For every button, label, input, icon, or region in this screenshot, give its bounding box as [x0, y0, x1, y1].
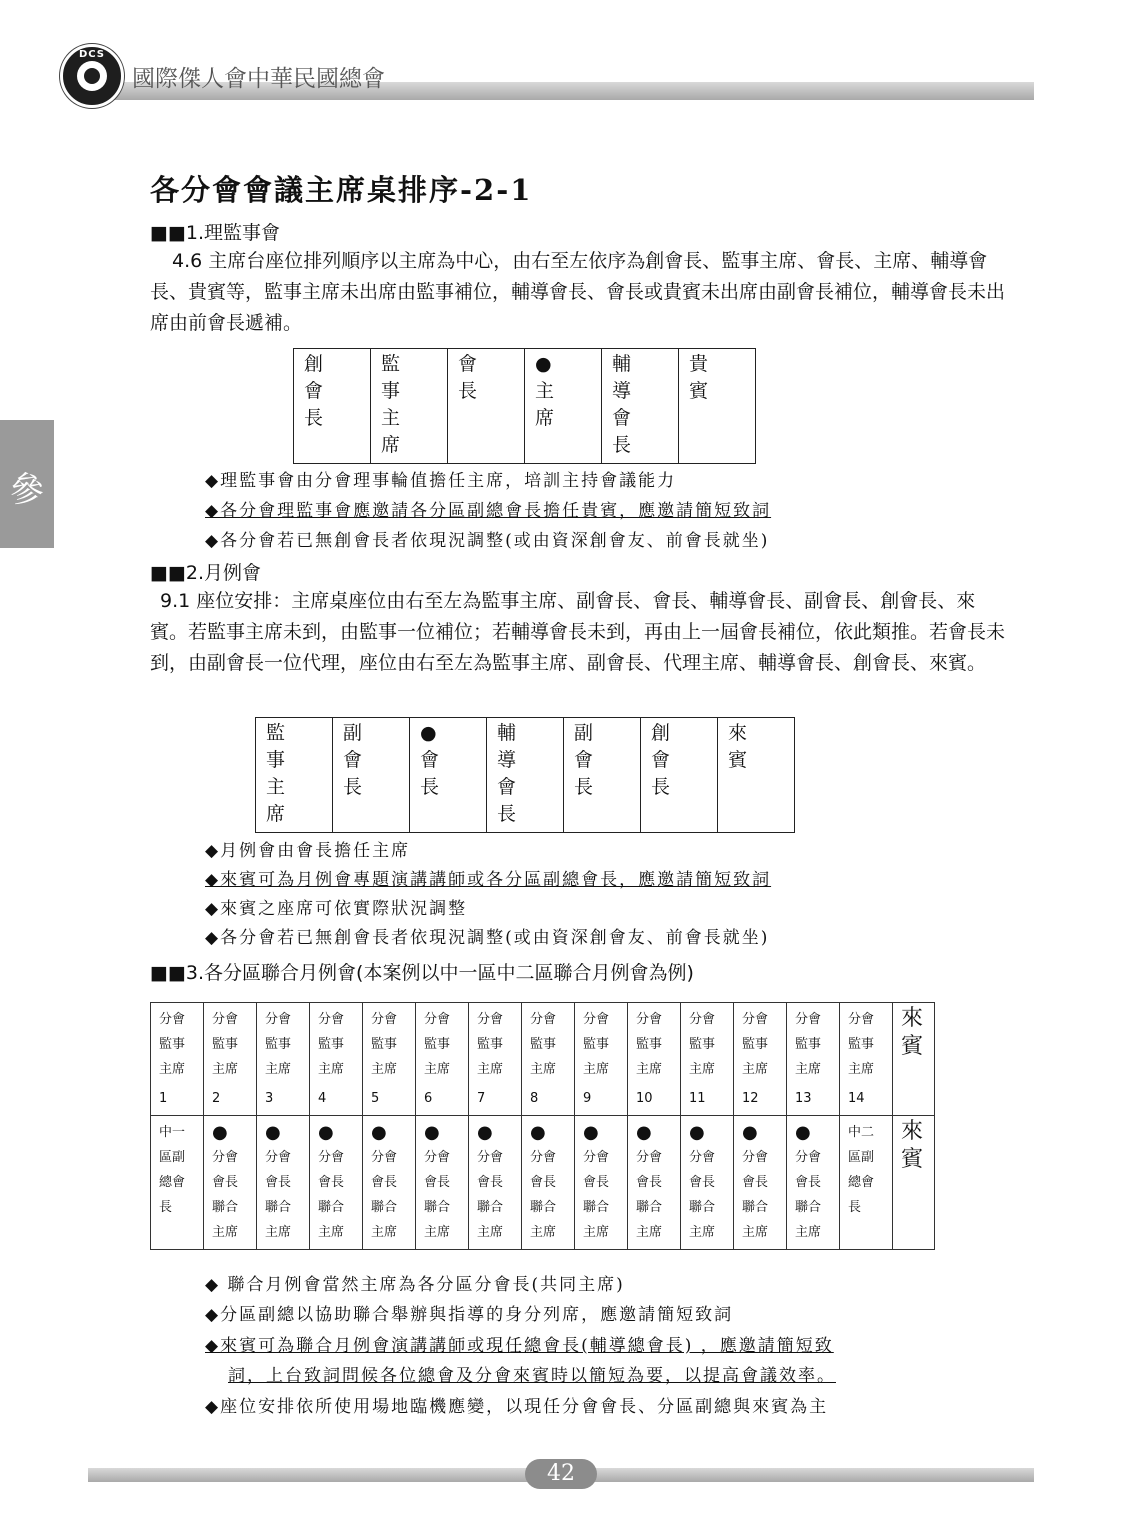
- seat-text: ●: [371, 1122, 387, 1143]
- seat-cell: [787, 1003, 840, 1116]
- page-number: 42: [525, 1459, 597, 1489]
- seat-text: ●: [636, 1122, 652, 1143]
- seat-text: 會: [651, 749, 671, 771]
- seat-text: 主席: [265, 1062, 292, 1077]
- seat-cell: [787, 1116, 840, 1250]
- seat-number: 4: [318, 1091, 327, 1106]
- seat-text: 創: [304, 353, 324, 375]
- seat-text: 聯合: [477, 1200, 504, 1215]
- seat-text: ●: [795, 1122, 811, 1143]
- section-3-heading: ■■3.各分區聯合月例會(本案例以中一區中二區聯合月例會為例): [150, 962, 694, 984]
- seat-text: 監事: [583, 1037, 610, 1052]
- section-1-bullet: ◆各分會若已無創會長者依現況調整(或由資深創會友、前會長就坐): [205, 531, 770, 551]
- seat-text: 監事: [424, 1037, 451, 1052]
- seat-text: 監事: [159, 1037, 186, 1052]
- seat-text: 主席: [424, 1062, 451, 1077]
- seat-text: 監事: [265, 1037, 292, 1052]
- seat-text: 長: [343, 776, 363, 798]
- seat-cell: [734, 1003, 787, 1116]
- seat-number: 5: [371, 1091, 380, 1106]
- seat-text: 主席: [583, 1062, 610, 1077]
- section-3-bullet: ◆來賓可為聯合月例會演講講師或現任總會長(輔導總會長) ，應邀請簡短致: [205, 1336, 834, 1356]
- section-1-heading: ■■1.理監事會: [150, 222, 281, 244]
- seat-text: 來: [728, 722, 748, 744]
- seat-text: 長: [574, 776, 594, 798]
- section-2-heading: ■■2.月例會: [150, 562, 262, 584]
- seat-text: 聯合: [318, 1200, 345, 1215]
- seat-cell: [294, 349, 371, 464]
- seat-text: 主席: [636, 1225, 663, 1240]
- seat-text: 主席: [424, 1225, 451, 1240]
- seat-text: 主席: [371, 1225, 398, 1240]
- seat-cell: [151, 1003, 204, 1116]
- seat-text: 賓: [728, 749, 748, 771]
- seat-text: 賓: [901, 1034, 924, 1059]
- seat-text: 長: [497, 803, 517, 825]
- seat-cell: [681, 1003, 734, 1116]
- seat-text: 主席: [265, 1225, 292, 1240]
- seat-cell: [256, 718, 333, 833]
- seat-text: 分會: [424, 1012, 451, 1027]
- page-title: 各分會會議主席桌排序-2-1: [150, 173, 533, 207]
- seat-cell: [310, 1003, 363, 1116]
- section-3-seating-table: [150, 1002, 935, 1250]
- seat-text: 監事: [795, 1037, 822, 1052]
- seat-cell: [641, 718, 718, 833]
- section-1-paragraph: 4.6 主席台座位排列順序以主席為中心，由右至左依序為創會長、監事主席、會長、主席、輔導會長、貴賓等，監事主席未出席由監事補位，輔導會長、會長或貴賓未出席由副會長補位，輔導會長未出席由前會長遞補。: [150, 250, 1006, 334]
- seat-text: 事: [266, 749, 286, 771]
- seat-cell: [575, 1116, 628, 1250]
- seat-text: 監事: [477, 1037, 504, 1052]
- seat-cell: [410, 718, 487, 833]
- seat-text: 主席: [318, 1225, 345, 1240]
- seat-text: 聯合: [583, 1200, 610, 1215]
- seat-text: 會長: [583, 1175, 610, 1190]
- seat-cell: [718, 718, 795, 833]
- seat-text: 會長: [795, 1175, 822, 1190]
- seat-text: 監: [381, 353, 401, 375]
- seat-text: 主席: [530, 1062, 557, 1077]
- seat-cell: [840, 1116, 893, 1250]
- seat-text: 分會: [795, 1012, 822, 1027]
- seat-text: 監: [266, 722, 286, 744]
- seat-text: 賓: [901, 1147, 924, 1172]
- seat-text: 長: [458, 380, 478, 402]
- seat-text: 聯合: [689, 1200, 716, 1215]
- section-2-bullet: ◆來賓之座席可依實際狀況調整: [205, 899, 468, 919]
- seat-cell: [525, 349, 602, 464]
- seat-text: 聯合: [371, 1200, 398, 1215]
- seat-number: 1: [159, 1091, 168, 1106]
- seat-text: 主席: [159, 1062, 186, 1077]
- seat-cell: [448, 349, 525, 464]
- seat-text: 會: [343, 749, 363, 771]
- seat-text: 聯合: [265, 1200, 292, 1215]
- seat-text: ●: [420, 722, 437, 744]
- seat-text: 區副: [159, 1150, 186, 1165]
- seat-text: 分會: [265, 1150, 292, 1165]
- seat-cell: [893, 1003, 935, 1116]
- seat-text: 分會: [212, 1150, 239, 1165]
- seat-text: 長: [304, 407, 324, 429]
- org-title: 國際傑人會中華民國總會: [132, 66, 385, 92]
- section-2-bullet: ◆來賓可為月例會專題演講講師或各分區副總會長，應邀請簡短致詞: [205, 870, 772, 890]
- seat-text: 主: [535, 380, 555, 402]
- side-tab: [0, 420, 54, 548]
- seat-text: 監事: [742, 1037, 769, 1052]
- seat-text: 席: [381, 434, 401, 456]
- seat-cell: [257, 1116, 310, 1250]
- seat-text: 會長: [212, 1175, 239, 1190]
- seat-cell: [734, 1116, 787, 1250]
- seat-text: 主席: [212, 1062, 239, 1077]
- seat-text: ●: [265, 1122, 281, 1143]
- seat-text: 分會: [583, 1012, 610, 1027]
- seat-text: 導: [612, 380, 632, 402]
- seat-cell: [522, 1116, 575, 1250]
- seat-cell: [257, 1003, 310, 1116]
- seat-text: 總會: [159, 1175, 186, 1190]
- seat-cell: [469, 1003, 522, 1116]
- seat-text: 分會: [795, 1150, 822, 1165]
- seat-text: ●: [477, 1122, 493, 1143]
- seat-cell: [840, 1003, 893, 1116]
- seat-text: ●: [212, 1122, 228, 1143]
- seat-text: 主席: [742, 1062, 769, 1077]
- section-2-bullet: ◆月例會由會長擔任主席: [205, 841, 411, 861]
- seat-cell: [681, 1116, 734, 1250]
- section-1-seating-table: [293, 348, 756, 464]
- seat-text: 主: [266, 776, 286, 798]
- logo-text: DCS: [78, 49, 106, 60]
- seat-text: ●: [535, 353, 552, 375]
- seat-text: 監事: [689, 1037, 716, 1052]
- seat-number: 2: [212, 1091, 221, 1106]
- seat-text: ●: [583, 1122, 599, 1143]
- seat-text: 分會: [318, 1150, 345, 1165]
- seat-text: 分會: [477, 1150, 504, 1165]
- seat-text: 聯合: [636, 1200, 663, 1215]
- section-1-bullet: ◆各分會理監事會應邀請各分區副總會長擔任貴賓，應邀請簡短致詞: [205, 501, 772, 521]
- section-1-bullet: ◆理監事會由分會理事輪值擔任主席，培訓主持會議能力: [205, 471, 677, 491]
- seat-number: 12: [742, 1091, 759, 1106]
- seat-text: 分會: [742, 1150, 769, 1165]
- seat-text: 分會: [530, 1150, 557, 1165]
- seat-text: 總會: [848, 1175, 875, 1190]
- seat-text: 中一: [159, 1125, 186, 1140]
- seat-text: 會長: [424, 1175, 451, 1190]
- seat-text: 分會: [371, 1150, 398, 1165]
- seat-text: 長: [651, 776, 671, 798]
- section-3-bullet: 詞，上台致詞問候各位總會及分會來賓時以簡短為要，以提高會議效率。: [228, 1366, 836, 1386]
- seat-cell: [469, 1116, 522, 1250]
- seat-cell: [893, 1116, 935, 1250]
- seat-cell: [575, 1003, 628, 1116]
- seat-text: 中二: [848, 1125, 875, 1140]
- seat-text: 長: [420, 776, 440, 798]
- seat-text: 長: [612, 434, 632, 456]
- seat-text: 會長: [689, 1175, 716, 1190]
- seat-text: 會: [420, 749, 440, 771]
- seat-text: 輔: [497, 722, 517, 744]
- side-tab-label: 參: [10, 470, 44, 510]
- seat-text: 會長: [371, 1175, 398, 1190]
- section-2-bullet: ◆各分會若已無創會長者依現況調整(或由資深創會友、前會長就坐): [205, 928, 770, 948]
- seat-text: 主席: [689, 1062, 716, 1077]
- seat-text: 席: [535, 407, 555, 429]
- seat-text: 會: [574, 749, 594, 771]
- seat-text: 主席: [795, 1062, 822, 1077]
- seat-text: 分會: [583, 1150, 610, 1165]
- seat-text: 主席: [477, 1225, 504, 1240]
- seat-cell: [602, 349, 679, 464]
- seat-cell: [363, 1003, 416, 1116]
- seat-cell: [310, 1116, 363, 1250]
- seat-number: 9: [583, 1091, 592, 1106]
- seat-text: ●: [689, 1122, 705, 1143]
- seat-text: 聯合: [212, 1200, 239, 1215]
- seat-text: 副: [574, 722, 594, 744]
- seat-text: ●: [742, 1122, 758, 1143]
- seat-text: 主席: [583, 1225, 610, 1240]
- seat-text: 分會: [318, 1012, 345, 1027]
- seat-text: 監事: [318, 1037, 345, 1052]
- seat-text: 主席: [742, 1225, 769, 1240]
- seat-text: ●: [318, 1122, 334, 1143]
- seat-cell: [151, 1116, 204, 1250]
- seat-number: 7: [477, 1091, 486, 1106]
- seat-text: 主席: [636, 1062, 663, 1077]
- seat-text: 席: [266, 803, 286, 825]
- seat-cell: [679, 349, 756, 464]
- seat-number: 14: [848, 1091, 865, 1106]
- seat-text: 分會: [742, 1012, 769, 1027]
- seat-text: 監事: [530, 1037, 557, 1052]
- seat-text: 分會: [159, 1012, 186, 1027]
- seat-number: 3: [265, 1091, 274, 1106]
- org-logo-icon: [60, 44, 124, 108]
- section-2-paragraph: 9.1 座位安排：主席桌座位由右至左為監事主席、副會長、會長、輔導會長、副會長、創會長、來賓。若監事主席未到，由監事一位補位；若輔導會長未到，再由上一屆會長補位，依此類推。若會長未到，由副會長一位代理，座位由右至左為監事主席、副會長、代理主席、輔導會長、創會長、來賓。: [150, 590, 1006, 674]
- seat-cell: [371, 349, 448, 464]
- seat-text: 導: [497, 749, 517, 771]
- seat-text: 事: [381, 380, 401, 402]
- section-3-bullet: ◆分區副總以協助聯合舉辦與指導的身分列席，應邀請簡短致詞: [205, 1305, 734, 1325]
- seat-text: 主席: [530, 1225, 557, 1240]
- seat-text: 主席: [689, 1225, 716, 1240]
- seat-text: 來: [901, 1119, 924, 1144]
- seat-text: 會長: [636, 1175, 663, 1190]
- seat-text: 分會: [477, 1012, 504, 1027]
- seat-cell: [363, 1116, 416, 1250]
- seat-number: 8: [530, 1091, 539, 1106]
- seat-text: 來: [901, 1006, 924, 1031]
- seat-text: 聯合: [795, 1200, 822, 1215]
- seat-text: 主席: [212, 1225, 239, 1240]
- seat-text: ●: [530, 1122, 546, 1143]
- seat-text: 監事: [371, 1037, 398, 1052]
- seat-text: 分會: [530, 1012, 557, 1027]
- seat-text: 會長: [318, 1175, 345, 1190]
- seat-cell: [333, 718, 410, 833]
- seat-text: 貴: [689, 353, 709, 375]
- seat-text: 分會: [636, 1012, 663, 1027]
- seat-text: 監事: [636, 1037, 663, 1052]
- section-3-bullet: ◆ 聯合月例會當然主席為各分區分會長(共同主席): [205, 1275, 625, 1295]
- seat-cell: [628, 1116, 681, 1250]
- seat-text: 賓: [689, 380, 709, 402]
- seat-number: 10: [636, 1091, 653, 1106]
- seat-text: 監事: [212, 1037, 239, 1052]
- seat-text: 分會: [371, 1012, 398, 1027]
- seat-cell: [204, 1003, 257, 1116]
- seat-text: 會長: [742, 1175, 769, 1190]
- seat-text: 會: [612, 407, 632, 429]
- seat-text: 副: [343, 722, 363, 744]
- seat-text: 分會: [848, 1012, 875, 1027]
- seat-text: 主: [381, 407, 401, 429]
- seat-text: 會長: [265, 1175, 292, 1190]
- seat-text: 聯合: [424, 1200, 451, 1215]
- seat-text: 主席: [477, 1062, 504, 1077]
- seat-number: 13: [795, 1091, 812, 1106]
- seat-text: 分會: [689, 1012, 716, 1027]
- seat-cell: [204, 1116, 257, 1250]
- seat-text: 長: [848, 1200, 862, 1215]
- seat-text: 主席: [795, 1225, 822, 1240]
- seat-cell: [416, 1116, 469, 1250]
- seat-text: 分會: [212, 1012, 239, 1027]
- seat-text: 分會: [636, 1150, 663, 1165]
- seat-text: 聯合: [530, 1200, 557, 1215]
- seat-text: 主席: [848, 1062, 875, 1077]
- seat-text: 分會: [689, 1150, 716, 1165]
- seat-text: ●: [424, 1122, 440, 1143]
- seat-text: 分會: [265, 1012, 292, 1027]
- seat-text: 輔: [612, 353, 632, 375]
- section-3-bullet: ◆座位安排依所使用場地臨機應變，以現任分會會長、分區副總與來賓為主: [205, 1397, 829, 1417]
- seat-text: 長: [159, 1200, 173, 1215]
- seat-cell: [628, 1003, 681, 1116]
- seat-text: 主席: [318, 1062, 345, 1077]
- seat-text: 會長: [530, 1175, 557, 1190]
- seat-text: 會: [497, 776, 517, 798]
- seat-number: 6: [424, 1091, 433, 1106]
- seat-cell: [416, 1003, 469, 1116]
- seat-cell: [522, 1003, 575, 1116]
- seat-text: 監事: [848, 1037, 875, 1052]
- seat-text: 會: [304, 380, 324, 402]
- seat-text: 會: [458, 353, 478, 375]
- seat-text: 主席: [371, 1062, 398, 1077]
- seat-number: 11: [689, 1091, 706, 1106]
- seat-text: 分會: [424, 1150, 451, 1165]
- seat-text: 區副: [848, 1150, 875, 1165]
- seat-text: 聯合: [742, 1200, 769, 1215]
- seat-text: 創: [651, 722, 671, 744]
- seat-cell: [564, 718, 641, 833]
- section-2-seating-table: [255, 717, 795, 833]
- seat-text: 會長: [477, 1175, 504, 1190]
- seat-cell: [487, 718, 564, 833]
